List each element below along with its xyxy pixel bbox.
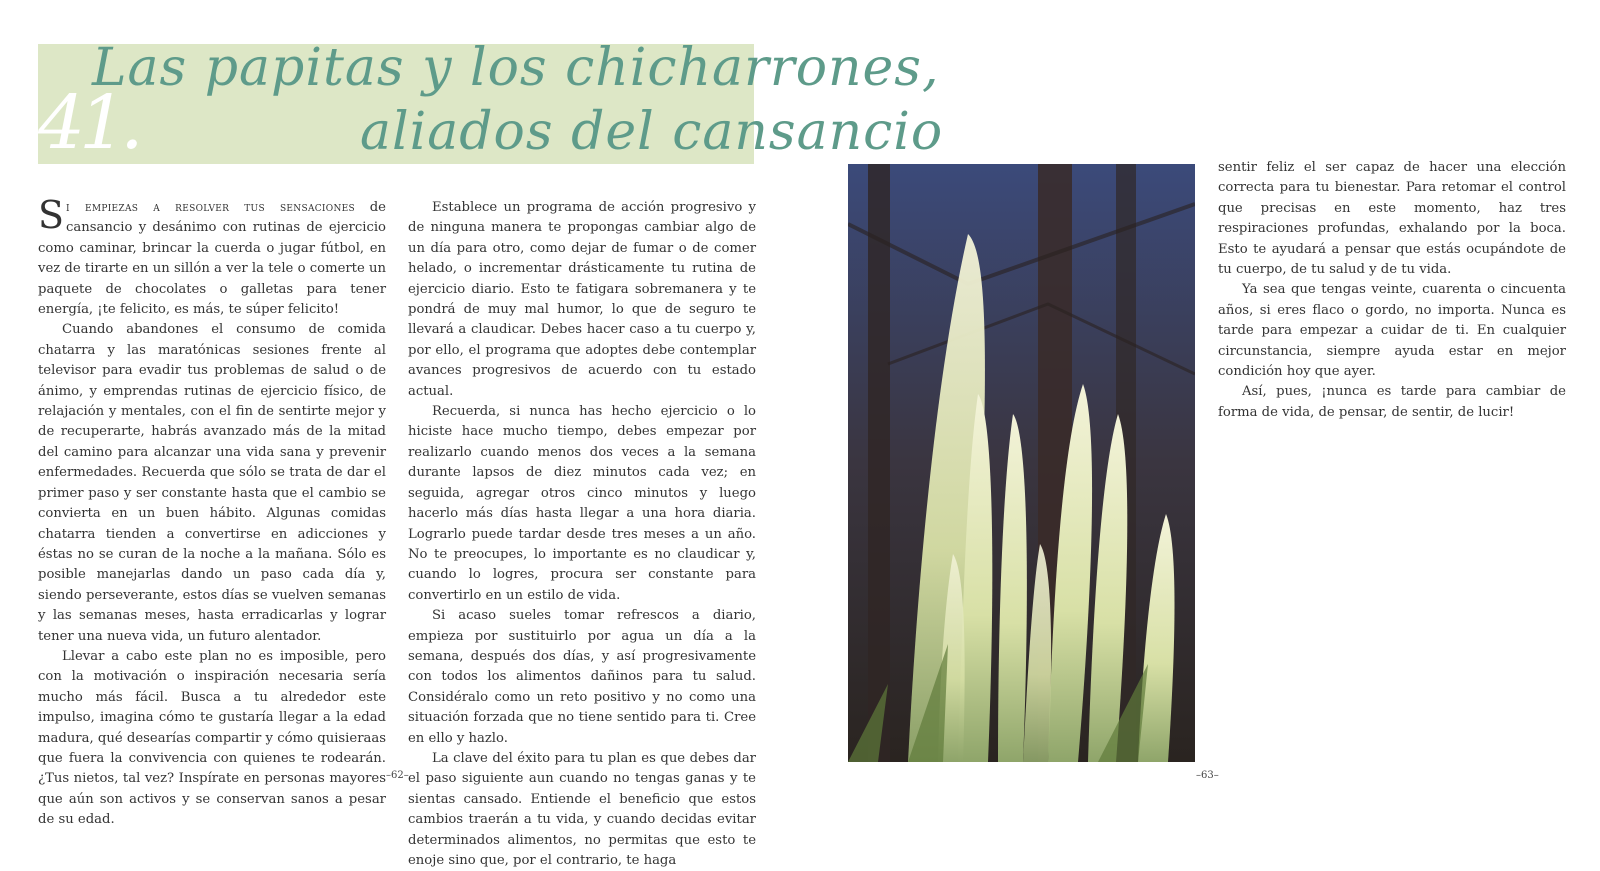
page-number-left: –62– (386, 770, 409, 781)
paragraph: Llevar a cabo este plan no es imposible, pero con la motivación o inspiración necesaria sería mucho más fácil. Busca a tu alrededor este impulso, imagina cómo te gustaría llegar a la edad madura, qué desearías compartir y cómo quisieraas que fuera la convivencia con quienes te rodearán. ¿Tus nietos, tal vez? Inspírate en personas mayores que aún son activos y se conservan sanos a pesar de su edad. (38, 648, 386, 828)
beargrass-flowers-image (848, 164, 1195, 762)
text-column-2 (408, 198, 756, 871)
paragraph: Así, pues, ¡nunca es tarde para cambiar de forma de vida, de pensar, de sentir, de lucir! (1218, 384, 1566, 420)
chapter-title-line1: Las papitas y los chicharrones, (92, 38, 940, 98)
chapter-number: 41. (38, 80, 138, 166)
paragraph-text: de cansancio y desánimo con rutinas de ejercicio como caminar, brincar la cuerda o jugar fútbol, en vez de tirarte en un sillón a ver la tele o comerte un paquete de chocolates o galletas para tener energía, ¡te felicito, es más, te súper felicito! (38, 200, 386, 318)
paragraph: La clave del éxito para tu plan es que debes dar el paso siguiente aun cuando no tengas ganas y te sientas cansado. Entiende el beneficio que estos cambios traerán a tu vida, y cuando decidas evitar determinados alimentos, no permitas que esto te enoje sino que, por el contrario, te haga (408, 750, 756, 868)
paragraph: Si acaso sueles tomar refrescos a diario, empieza por sustituirlo por agua un día a la semana, después dos días, y así progresivamente con todos los alimentos dañinos para tu salud. Considéralo como un reto positivo y no como una situación forzada que no tiene sentido para ti. Cree en ello y hazlo. (408, 608, 756, 746)
text-column-1 (38, 193, 386, 831)
paragraph: Cuando abandones el consumo de comida chatarra y las maratónicas sesiones frente al televisor para evadir tus problemas de salud o de ánimo, y emprendas rutinas de ejercicio físico, de relajación y mentales, con el fin de sentirte mejor y de recuperarte, habrás avanzado más de la mitad del camino para alcanzar una vida sana y prevenir enfermedades. Recuerda que sólo se trata de dar el primer paso y ser constante hasta que el cambio se convierta en un buen hábito. Algunas comidas chatarra tienden a convertirse en adicciones y éstas no se curan de la noche a la mañana. Sólo es posible manejarlas dando un paso cada día y, siendo perseverante, estos días se vuelven semanas y las semanas meses, hasta erradicarlas y lograr tener una nueva vida, un futuro alentador. (38, 322, 386, 644)
paragraph: sentir feliz el ser capaz de hacer una elección correcta para tu bienestar. Para retomar el control que precisas en este momento, haz tres respiraciones profundas, exhalando por la boca. Esto te ayudará a pensar que estás ocupándote de tu cuerpo, de tu salud y de tu vida. (1218, 160, 1566, 278)
text-column-3 (1218, 158, 1566, 423)
chapter-title-line2: aliados del cansancio (360, 102, 944, 162)
page-number-right: –63– (1196, 770, 1219, 781)
drop-cap: S (38, 193, 65, 237)
lead-in-smallcaps: i empiezas a resolver tus sensaciones (66, 200, 355, 215)
flower-photo (848, 164, 1195, 762)
paragraph: Ya sea que tengas veinte, cuarenta o cincuenta años, si eres flaco o gordo, no importa. Nunca es tarde para empezar a cuidar de ti. En cualquier circunstancia, siempre ayuda estar en mejor condición hoy que ayer. (1218, 282, 1566, 380)
paragraph: Establece un programa de acción progresivo y de ninguna manera te propongas cambiar algo de un día para otro, como dejar de fumar o de comer helado, o incrementar drásticamente tu rutina de ejercicio diario. Esto te fatigara sobremanera y te pondrá de muy mal humor, lo que de seguro te llevará a claudicar. Debes hacer caso a tu cuerpo y, por ello, el programa que adoptes debe contemplar avances progresivos de acuerdo con tu estado actual. (408, 200, 756, 399)
paragraph: Recuerda, si nunca has hecho ejercicio o lo hiciste hace mucho tiempo, debes empezar por realizarlo cuando menos dos veces a la semana durante lapsos de diez minutos cada vez; en seguida, agregar otros cinco minutos y luego hacerlo más días hasta llegar a una hora diaria. Lograrlo puede tardar desde tres meses a un año. No te preocupes, lo importante es no claudicar y, cuando lo logres, procura ser constante para convertirlo en un estilo de vida. (408, 404, 756, 603)
paragraph (38, 193, 386, 320)
